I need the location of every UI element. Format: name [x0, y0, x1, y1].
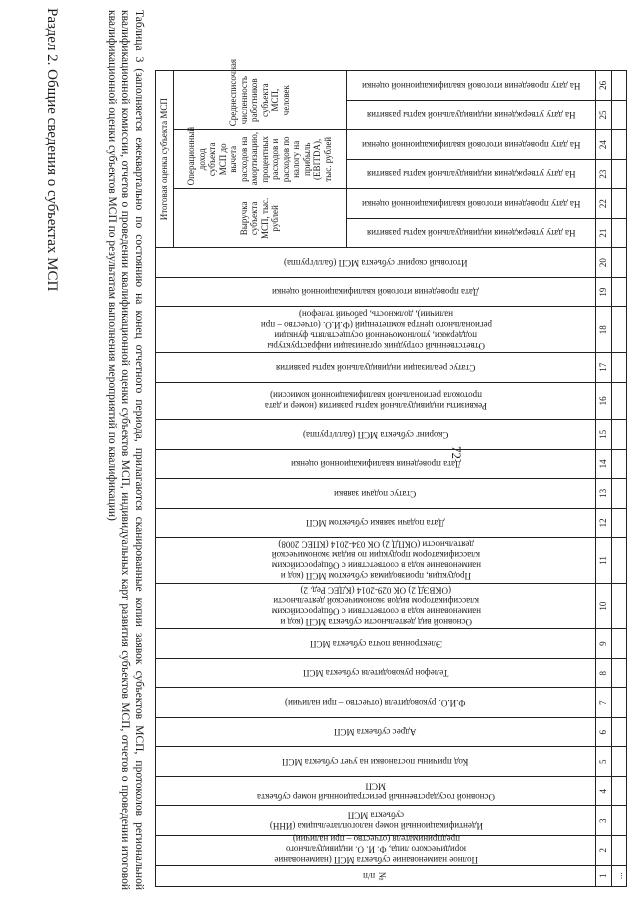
table-caption: Таблица 3 (заполняется ежеквартально по состоянию на конец отчетного периода, прилагаются сканированные копии заявок субъектов МСП, протоколов региональной квалификационной комиссии, отчетов о проведении квалификационной оценки субъектов МСП, индивидуальных карт развития субъектов МСП, отчетов о проведении итоговой квалификационной оценки субъектов МСП по результатам выполнения мероприятий по квалификации) — [106, 10, 145, 890]
empty-cell — [611, 307, 627, 353]
column-number-20: 20 — [596, 248, 611, 278]
empty-cell — [611, 71, 627, 101]
column-number-11: 11 — [596, 538, 611, 584]
column-number-6: 6 — [596, 717, 611, 747]
empty-cell — [611, 836, 627, 866]
column-header-11-text: Продукция, производимая субъектом МСП (код и наименование кода в соответствии с Общероссийским классификатором продукции по видам экономической деятельности (ОКПД 2) ОК 034-2014 (КПЕС 2008) — [270, 539, 481, 582]
column-header-25 — [346, 100, 596, 130]
page-number: 72 — [449, 446, 464, 459]
empty-cell — [611, 717, 627, 747]
column-header-3-text: Идентификационный номер налогоплательщика (ИНН) субъекта МСП — [268, 810, 483, 832]
empty-cell — [611, 688, 627, 718]
column-header-18 — [156, 307, 596, 353]
section-title: Раздел 2. Общие сведения о субъектах МСП — [44, 8, 60, 292]
column-number-21: 21 — [596, 218, 611, 248]
column-number-12: 12 — [596, 508, 611, 538]
column-header-6 — [156, 717, 596, 747]
empty-cell — [611, 538, 627, 584]
column-header-24 — [346, 130, 596, 160]
column-number-19: 19 — [596, 277, 611, 307]
column-header-22 — [346, 189, 596, 219]
column-header-26 — [346, 71, 596, 101]
column-header-6-text: Адрес субъекта МСП — [334, 727, 417, 738]
column-header-21 — [346, 218, 596, 248]
empty-cell — [611, 776, 627, 806]
column-header-7-text: Ф.И.О. руководителя (отчество – при наличии) — [285, 697, 466, 708]
column-header-10 — [156, 583, 596, 629]
empty-cell — [611, 277, 627, 307]
empty-cell — [611, 218, 627, 248]
empty-cell — [611, 806, 627, 836]
column-header-4-text: Основной государственный регистрационный номер субъекта МСП — [256, 781, 495, 802]
column-header-3 — [156, 806, 596, 836]
empty-cell — [611, 449, 627, 479]
column-number-9: 9 — [596, 629, 611, 659]
column-header-12-text: Дата подачи заявки субъектом МСП — [306, 518, 445, 529]
column-number-18: 18 — [596, 307, 611, 353]
column-header-8-text: Телефон руководителя субъекта МСП — [302, 668, 449, 679]
column-header-9 — [156, 629, 596, 659]
empty-cell — [611, 248, 627, 278]
column-number-4: 4 — [596, 776, 611, 806]
column-number-22: 22 — [596, 189, 611, 219]
empty-cell — [611, 159, 627, 189]
column-header-5-text: Код причины постановки на учет субъекта МСП — [282, 756, 469, 767]
column-header-15 — [156, 420, 596, 450]
column-header-number-text: № п/п — [363, 871, 388, 882]
column-header-20-text: Итоговый скоринг субъекта МСП (балл/группа) — [283, 257, 468, 268]
empty-cell — [611, 747, 627, 777]
column-header-8 — [156, 658, 596, 688]
column-header-9-text: Электронная почта субъекта МСП — [309, 638, 442, 649]
column-number-15: 15 — [596, 420, 611, 450]
column-header-15-text: Скоринг субъекта МСП (балл/группа) — [302, 429, 449, 440]
column-number-24: 24 — [596, 130, 611, 160]
data-row-ellipsis: ... — [611, 865, 627, 886]
column-number-13: 13 — [596, 479, 611, 509]
column-header-16 — [156, 382, 596, 420]
column-header-17-text: Статус реализации индивидуальной карты развития — [275, 362, 476, 373]
column-header-14-text: Дата проведения квалификационной оценки — [290, 459, 461, 470]
column-number-1: 1 — [596, 865, 611, 886]
column-number-23: 23 — [596, 159, 611, 189]
column-header-11 — [156, 538, 596, 584]
empty-cell — [611, 130, 627, 160]
column-header-2-text: Полное наименование субъекта МСП (наименование юридического лица, Ф. И. О. индивидуального предпринимателя (отчество – при наличии) — [273, 833, 478, 865]
empty-cell — [611, 100, 627, 130]
empty-cell — [611, 382, 627, 420]
column-header-5 — [156, 747, 596, 777]
empty-cell — [611, 629, 627, 659]
column-header-24-text: На дату проведения итоговой квалификационной оценки — [361, 139, 581, 150]
column-subgroup-1: Выручка субъекта МСП, тыс. рублей — [173, 189, 346, 248]
column-header-19 — [156, 277, 596, 307]
empty-cell — [611, 508, 627, 538]
column-header-12 — [156, 508, 596, 538]
column-subgroup-2: Операционный доход субъекта МСП до вычета расходов на амортизацию, процентных расходов и расходов по налогу на прибыль (EBITDA), тыс. рублей — [173, 130, 346, 189]
column-header-19-text: Дата проведения итоговой квалификационной оценки — [272, 287, 480, 298]
empty-cell — [611, 583, 627, 629]
column-number-14: 14 — [596, 449, 611, 479]
column-header-21-text: На дату утверждения индивидуальной карты развития — [366, 228, 576, 239]
column-number-3: 3 — [596, 806, 611, 836]
column-header-26-text: На дату проведения итоговой квалификационной оценки — [361, 80, 581, 91]
column-number-7: 7 — [596, 688, 611, 718]
column-header-2 — [156, 833, 596, 866]
column-number-8: 8 — [596, 658, 611, 688]
column-number-17: 17 — [596, 353, 611, 383]
column-group-final-assessment: Итоговая оценка субъекта МСП — [156, 71, 174, 248]
column-subgroup-3: Среднесписочная численность работников субъекта МСП, человек — [173, 71, 346, 130]
column-number-5: 5 — [596, 747, 611, 777]
column-header-10-text: Основной вид деятельности субъекта МСП (код и наименование кода в соответствии с Общероссийским классификатором видов экономической деятельности (ОКВЭД 2) ОК 029-2014 (КДЕС Ред. 2) — [270, 585, 481, 628]
column-header-20 — [156, 248, 596, 278]
column-header-25-text: На дату утверждения индивидуальной карты развития — [366, 110, 576, 121]
column-header-4 — [156, 776, 596, 806]
column-header-23 — [346, 159, 596, 189]
column-number-2: 2 — [596, 836, 611, 866]
column-header-7 — [156, 688, 596, 718]
column-header-18-text: Ответственный сотрудник организации инфраструктуры поддержки, уполномоченной осуществлять функции регионального центра компетенций (Ф.И.О. (отчество – при наличии), должность, рабочий телефон) — [260, 309, 492, 351]
column-number-16: 16 — [596, 382, 611, 420]
empty-cell — [611, 353, 627, 383]
column-number-10: 10 — [596, 583, 611, 629]
column-header-13 — [156, 479, 596, 509]
empty-cell — [611, 420, 627, 450]
column-header-17 — [156, 353, 596, 383]
empty-cell — [611, 658, 627, 688]
empty-cell — [611, 189, 627, 219]
empty-cell — [611, 479, 627, 509]
column-number-26: 26 — [596, 71, 611, 101]
msp-info-table — [155, 58, 627, 887]
column-header-13-text: Статус подачи заявки — [334, 488, 417, 499]
column-header-number — [156, 865, 596, 886]
column-header-16-text: Реквизиты индивидуальной карты развития (номер и дата протокола региональной квалификационной комиссии) — [264, 390, 487, 412]
column-header-22-text: На дату проведения итоговой квалификационной оценки — [361, 198, 581, 209]
column-number-25: 25 — [596, 100, 611, 130]
column-header-23-text: На дату утверждения индивидуальной карты развития — [366, 169, 576, 180]
column-header-14 — [156, 449, 596, 479]
